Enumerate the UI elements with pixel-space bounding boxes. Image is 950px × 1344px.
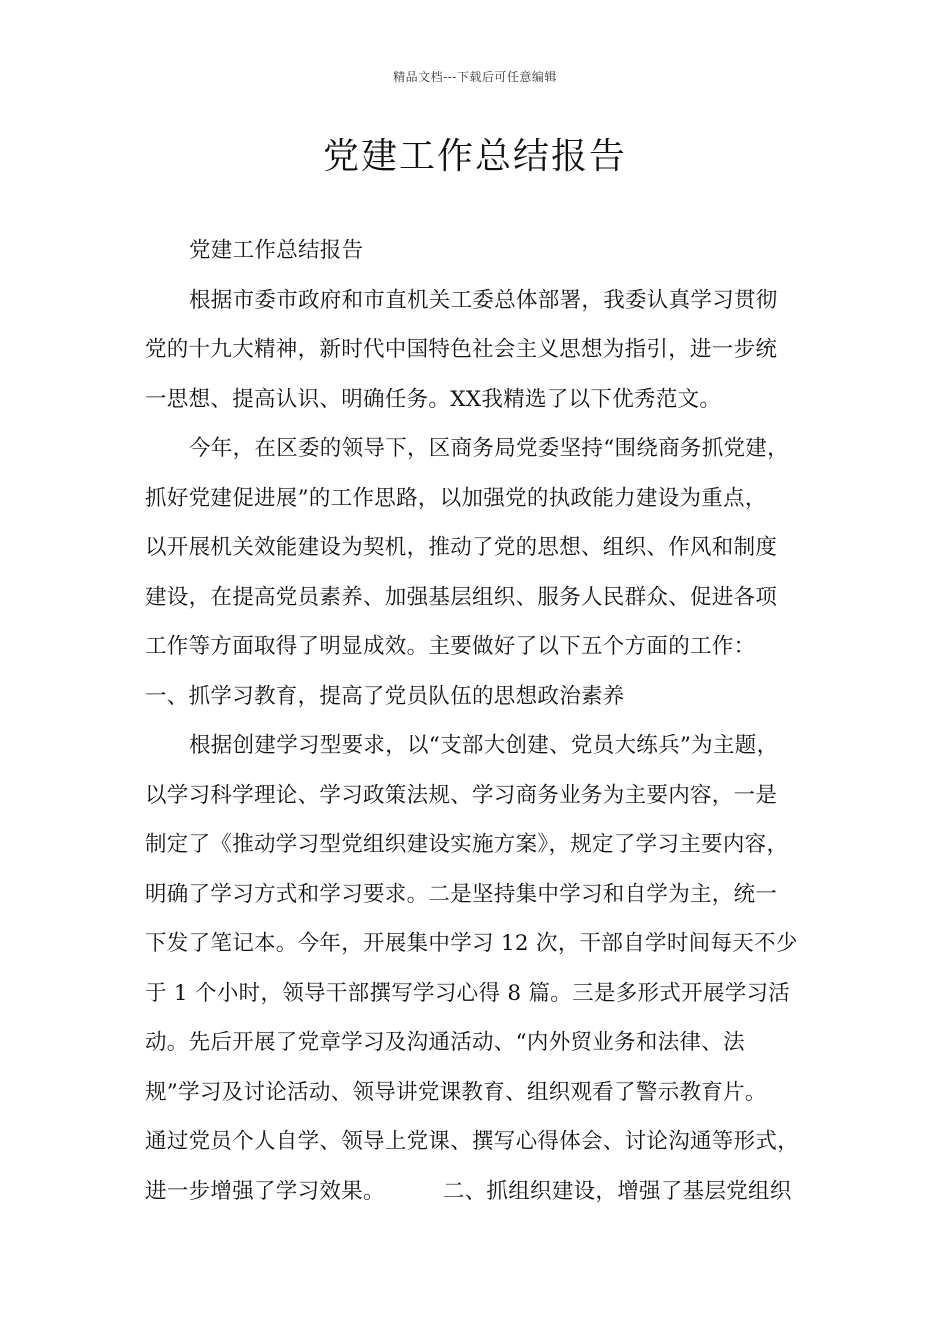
paragraph-line: 以学习科学理论、学习政策法规、学习商务业务为主要内容，一是 [145,782,778,808]
header-note: 精品文档---下载后可任意编辑 [393,70,557,84]
paragraph-line: 动。先后开展了党章学习及沟通活动、“内外贸业务和法律、法 [145,1030,745,1055]
paragraph-line-final [145,1167,835,1217]
paragraph-line: 于 1 个小时，领导干部撰写学习心得 8 篇。三是多形式开展学习活 [145,980,791,1006]
paragraph-line: 下发了笔记本。今年，开展集中学习 12 次，干部自学时间每天不少 [145,931,798,956]
paragraph-line: 抓好党建促进展”的工作思路，以加强党的执政能力建设为重点， [145,485,767,511]
paragraph-line: 工作等方面取得了明显成效。主要做好了以下五个方面的工作： [145,634,756,659]
paragraph-line: 明确了学习方式和学习要求。二是坚持集中学习和自学为主，统一 [145,881,778,907]
section-heading-1: 一、抓学习教育，提高了党员队伍的思想政治素养 [145,683,625,709]
paragraph-line: 规”学习及讨论活动、领导讲党课教育、组织观看了警示教育片。 [145,1079,767,1105]
paragraph-line: 根据创建学习型要求，以“支部大创建、党员大练兵”为主题， [189,733,779,758]
paragraph-line: 根据市委市政府和市直机关工委总体部署，我委认真学习贯彻 [189,287,778,313]
subtitle-line: 党建工作总结报告 [189,238,364,263]
paragraph-line: 建设，在提高党员素养、加强基层组织、服务人民群众、促进各项 [145,584,778,610]
document-title: 党建工作总结报告 [322,136,627,177]
paragraph-end-text: 进一步增强了学习效果。 [145,1178,385,1204]
document-body [145,226,835,1216]
paragraph-line: 今年，在区委的领导下，区商务局党委坚持“围绕商务抓党建， [189,436,789,461]
paragraph-line: 党的十九大精神，新时代中国特色社会主义思想为指引，进一步统 [145,337,778,362]
paragraph-line: 制定了《推动学习型党组织建设实施方案》，规定了学习主要内容， [145,832,789,857]
section-heading-2: 二、抓组织建设，增强了基层党组织 [442,1178,792,1204]
paragraph-line: 通过党员个人自学、领导上党课、撰写心得体会、讨论沟通等形式， [145,1129,800,1154]
paragraph-line: 一思想、提高认识、明确任务。XX我精选了以下优秀范文。 [145,386,722,412]
paragraph-line: 以开展机关效能建设为契机，推动了党的思想、组织、作风和制度 [145,535,778,560]
